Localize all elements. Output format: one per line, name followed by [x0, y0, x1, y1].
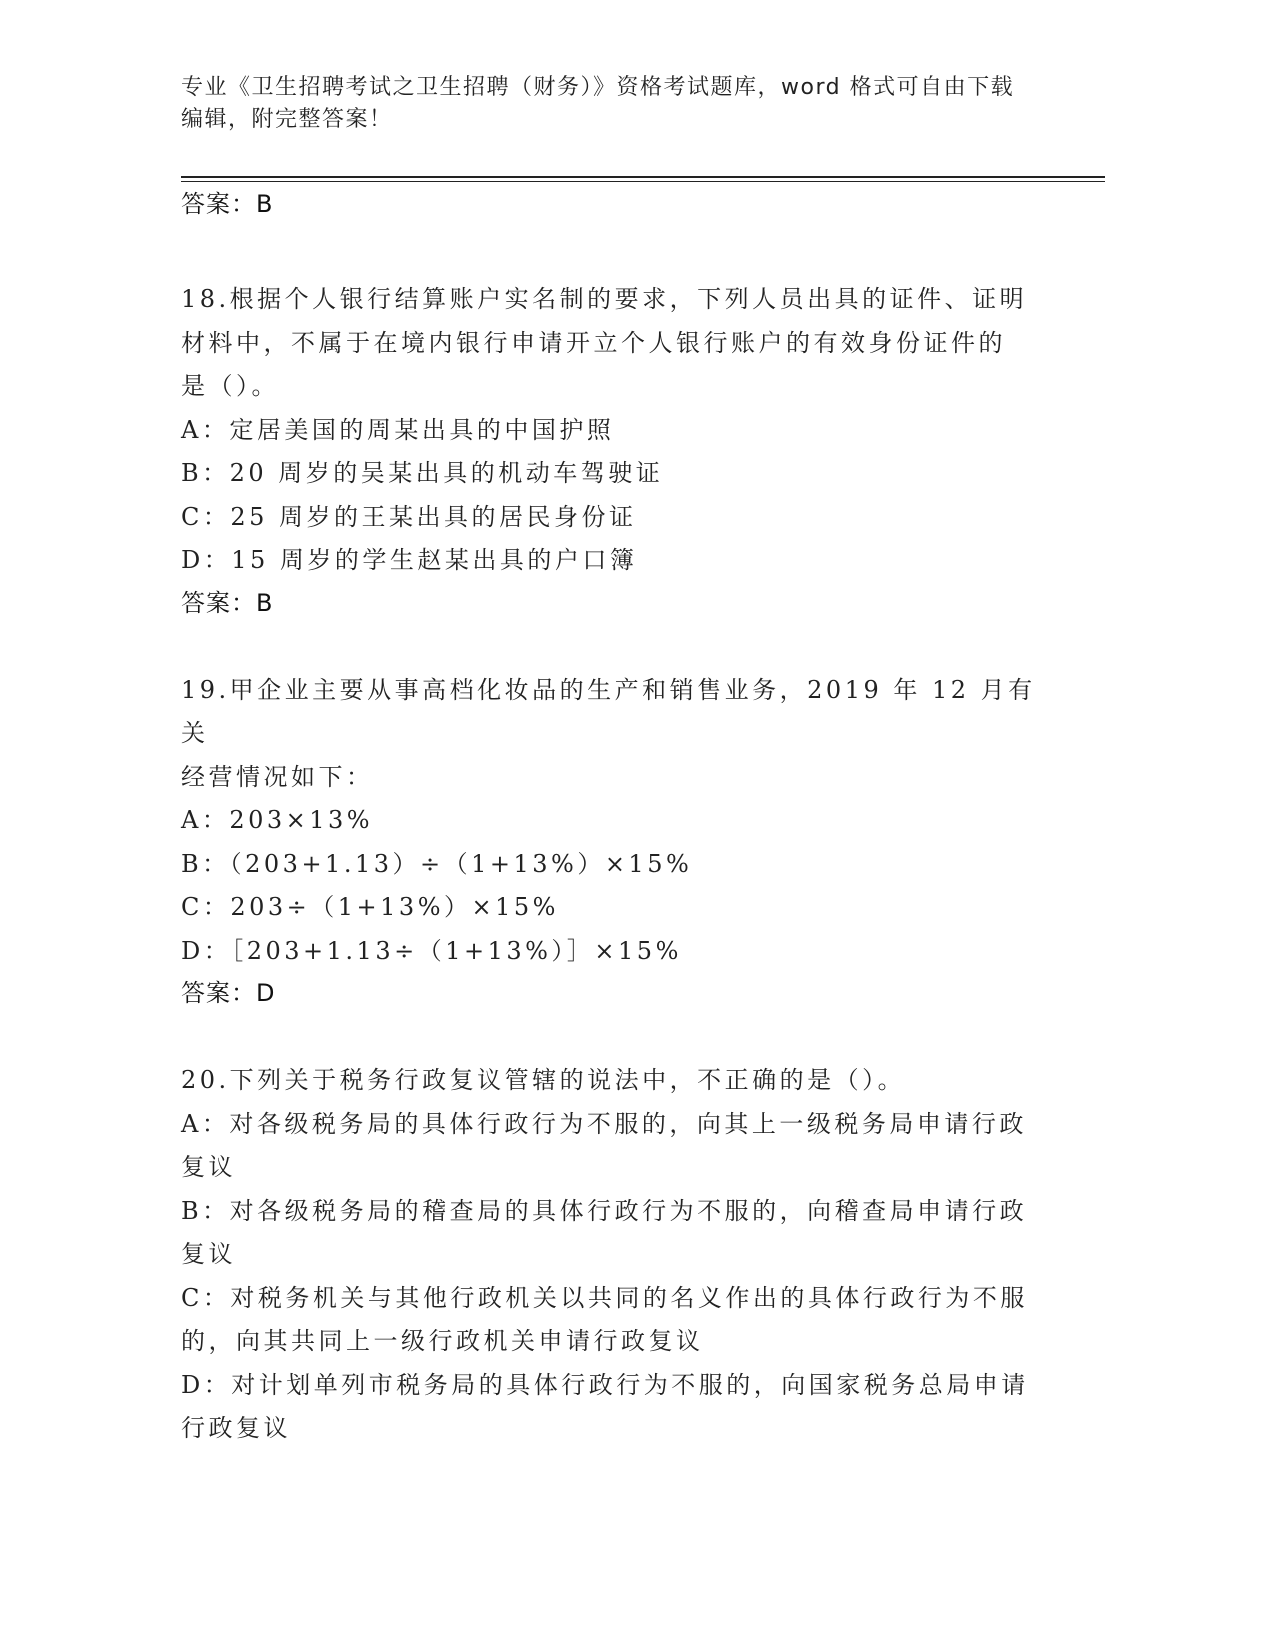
question-text-line: 18.根据个人银行结算账户实名制的要求，下列人员出具的证件、证明: [181, 285, 1028, 313]
option-b: B：（203+1.13）÷（1+13%）×15%: [181, 849, 693, 878]
option-d: D：［203+1.13÷（1+13%）］×15%: [181, 936, 682, 965]
question-text-line: 19.甲企业主要从事高档化妆品的生产和销售业务，2019 年 12 月有关: [181, 675, 1036, 747]
document-body: [181, 184, 1061, 1451]
option-a-line-2: 复议: [181, 1153, 236, 1181]
page-header: [181, 72, 1061, 136]
answer: 答案：B: [181, 588, 274, 617]
question-text-line: 是（）。: [181, 372, 279, 400]
option-b-line-1: B：对各级税务局的稽查局的具体行政行为不服的，向稽查局申请行政: [181, 1196, 1028, 1225]
option-d-line-2: 行政复议: [181, 1414, 291, 1442]
option-b-line-2: 复议: [181, 1240, 236, 1268]
question-text-line: 材料中，不属于在境内银行申请开立个人银行账户的有效身份证件的: [181, 328, 1006, 357]
option-c-line-1: C：对税务机关与其他行政机关以共同的名义作出的具体行政行为不服: [181, 1283, 1028, 1312]
header-line-1: 专业《卫生招聘考试之卫生招聘（财务）》资格考试题库，word 格式可自由下载: [181, 75, 1015, 100]
question-text-line: 20.下列关于税务行政复议管辖的说法中，不正确的是（）。: [181, 1066, 906, 1094]
question-text-line: 经营情况如下：: [181, 762, 374, 791]
question-18: [181, 278, 1061, 623]
header-line-2: 编辑，附完整答案！: [181, 107, 393, 132]
option-b: B：20 周岁的吴某出具的机动车驾驶证: [181, 459, 664, 487]
header-divider-thick: [181, 176, 1105, 178]
header-divider-thin: [181, 181, 1105, 182]
option-c: C：203÷（1+13%）×15%: [181, 893, 559, 921]
option-c-line-2: 的，向其共同上一级行政机关申请行政复议: [181, 1327, 704, 1355]
question-19: [181, 669, 1061, 1014]
spacer: [181, 623, 1061, 669]
question-20: [181, 1059, 1061, 1451]
option-a: A：定居美国的周某出具的中国护照: [181, 415, 615, 444]
option-c: C：25 周岁的王某出具的居民身份证: [181, 502, 637, 531]
answer: 答案：D: [181, 979, 276, 1007]
option-d: D：15 周岁的学生赵某出具的户口簿: [181, 546, 638, 574]
option-d-line-1: D：对计划单列市税务局的具体行政行为不服的，向国家税务总局申请: [181, 1370, 1029, 1399]
spacer: [181, 224, 1061, 278]
option-a-line-1: A：对各级税务局的具体行政行为不服的，向其上一级税务局申请行政: [181, 1109, 1027, 1138]
previous-answer: 答案：B: [181, 190, 274, 218]
spacer: [181, 1013, 1061, 1059]
option-a: A：203×13%: [181, 806, 374, 834]
